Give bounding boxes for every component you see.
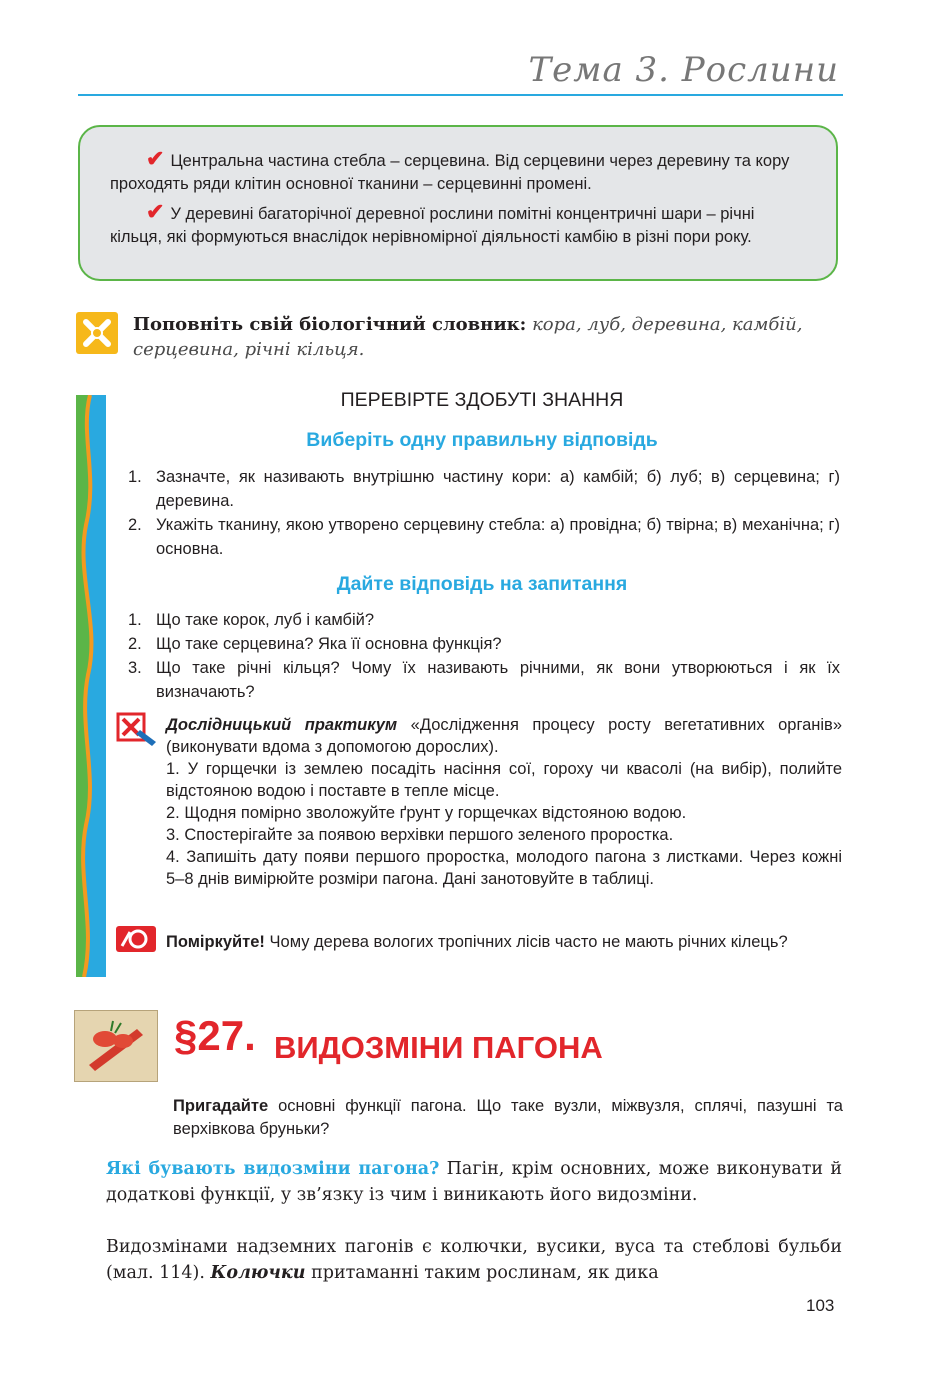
practicum-step: 2. Щодня помірно зволожуйте ґрунт у горщечках відстояною водою. — [166, 804, 687, 822]
practicum-intro: «Дослідження процесу росту вегетативних органів» (виконувати вдома з допомогою дорослих). — [166, 716, 843, 756]
checkmark-icon: ✔ — [146, 146, 165, 171]
check-knowledge-title: ПЕРЕВІРТЕ ЗДОБУТІ ЗНАННЯ — [340, 389, 624, 411]
dictionary-prompt — [133, 312, 845, 362]
choose-answer-heading: Виберіть одну правильну відповідь — [306, 429, 658, 451]
list-item: 2. Укажіть тканину, якою утворено серцевину стебла: а) провідна; б) твірна; в) механічна; г) основна. — [128, 516, 840, 558]
practicum-step: 4. Запишіть дату появи першого проростка, молодого пагона з листками. Через кожні 5–8 днів вимірюйте розміри пагона. Дані занотовуйте в таблиці. — [166, 848, 842, 888]
think-icon — [116, 924, 160, 954]
dictionary-icon — [76, 312, 118, 354]
list-item: 3. Що таке річні кільця? Чому їх називають річними, як вони утворюються і як їх визначають? — [128, 659, 840, 701]
practicum-step: 3. Спостерігайте за появою верхівки першого зеленого проростка. — [166, 826, 674, 844]
list-item: 2. Що таке серцевина? Яка її основна функція? — [128, 635, 502, 653]
paragraph-number: §27. — [174, 1012, 256, 1059]
recall-text: основні функції пагона. Що таке вузли, міжвузля, сплячі, пазушні та верхівкова бруньки? — [173, 1097, 843, 1138]
think-block — [166, 931, 842, 953]
practicum-icon — [116, 712, 160, 748]
summary-text-2: У деревині багаторічної деревної рослини помітні концентричні шари – річні кільця, які формуються внаслідок нерівномірної діяльності камбію в різні пори року. — [110, 205, 755, 246]
practicum-block — [166, 714, 842, 890]
dictionary-terms: кора, луб, деревина, камбій, серцевина, річні кільця. — [133, 314, 803, 360]
think-lead: Поміркуйте! — [166, 933, 265, 951]
answer-questions-heading: Дайте відповідь на запитання — [336, 573, 628, 595]
list-item: 1. Зазначте, як називають внутрішню частину кори: а) камбій; б) луб; в) серцевина; г) деревина. — [128, 468, 840, 510]
practicum-title: Дослідницький практикум — [166, 716, 398, 734]
page-number: 103 — [806, 1296, 835, 1315]
summary-point-2 — [110, 200, 808, 249]
side-stripe-decoration — [76, 395, 106, 977]
choose-answer-list — [128, 465, 840, 561]
list-item: 1. Що таке корок, луб і камбій? — [128, 611, 375, 629]
section-question: Які бувають видозміни пагона? — [106, 1159, 440, 1179]
think-text: Чому дерева вологих тропічних лісів часто не мають річних кілець? — [269, 933, 788, 951]
practicum-step: 1. У горщечки із землею посадіть насіння сої, гороху чи квасолі (на вибір), полийте відстояною водою і поставте в тепле місце. — [166, 760, 842, 800]
summary-point-1 — [110, 147, 808, 196]
header-rule — [78, 94, 843, 96]
paragraph-title: ВИДОЗМІНИ ПАГОНА — [274, 1030, 603, 1065]
summary-text-1: Центральна частина стебла – серцевина. Від серцевини через деревину та кору проходять ряди клітин основної тканини – серцевинні промені. — [110, 152, 790, 193]
answer-questions-list — [128, 608, 840, 704]
body-paragraph-1: Які бувають видозміни пагона? Пагін, крім основних, може виконувати й додаткові функції, у зв’язку із чим і виникають його видозміни. — [106, 1159, 842, 1205]
page-header-title: Тема 3. Рослини — [528, 50, 839, 90]
dictionary-lead: Поповніть свій біологічний словник: — [133, 314, 527, 335]
body-paragraph-2: Видозмінами надземних пагонів є колючки, вусики, вуса та стеблові бульби (мал. 114). Колючки притаманні таким рослинам, як дика — [106, 1237, 842, 1283]
summary-box — [78, 125, 838, 281]
recall-prompt — [173, 1095, 843, 1141]
checkmark-icon: ✔ — [146, 199, 165, 224]
paragraph-illustration — [74, 1010, 158, 1082]
term-koliuchky: Колючки — [210, 1263, 306, 1283]
recall-lead: Пригадайте — [173, 1097, 269, 1115]
